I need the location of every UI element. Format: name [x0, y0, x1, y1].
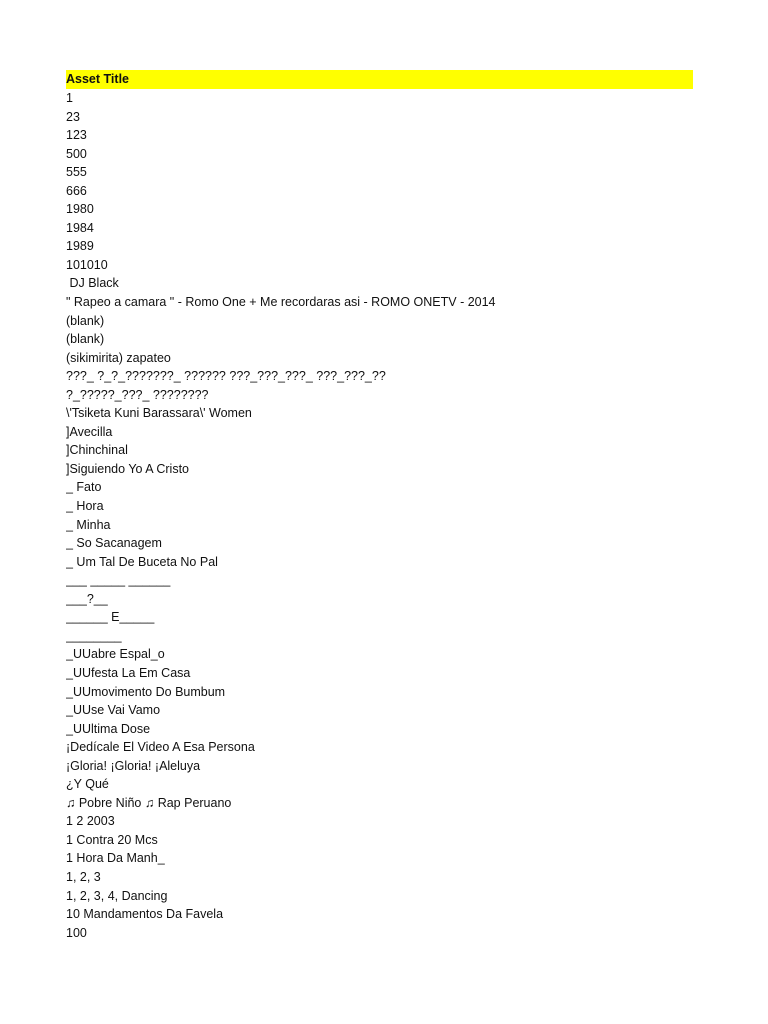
- table-row: ________: [66, 628, 122, 643]
- table-row: 555: [66, 165, 87, 180]
- table-row: 1 2 2003: [66, 814, 115, 829]
- table-row: _UUfesta La Em Casa: [66, 665, 191, 680]
- table-row: _ Minha: [66, 517, 111, 532]
- table-row: ¡Gloria! ¡Gloria! ¡Aleluya: [66, 758, 201, 773]
- table-row: _ Hora: [66, 499, 104, 514]
- table-row: 1, 2, 3, 4, Dancing: [66, 888, 168, 903]
- table-row: ???_ ?_?_???????_ ?????? ???_???_???_ ???_???_??: [66, 369, 386, 384]
- table-row: ♫ Pobre Niño ♫ Rap Peruano: [66, 795, 232, 810]
- table-row: 1, 2, 3: [66, 869, 101, 884]
- table-row: 123: [66, 128, 87, 143]
- table-row: 666: [66, 183, 87, 198]
- table-row: " Rapeo a camara " - Romo One + Me recordaras asi - ROMO ONETV - 2014: [66, 295, 496, 310]
- table-row: _ Fato: [66, 480, 102, 495]
- asset-title-list: [66, 89, 693, 942]
- table-row: (blank): [66, 332, 105, 347]
- table-row: \'Tsiketa Kuni Barassara\' Women: [66, 406, 252, 421]
- table-row: ]Avecilla: [66, 424, 113, 439]
- table-row: 100: [66, 925, 87, 940]
- table-row: 1984: [66, 220, 94, 235]
- table-row: ___?__: [66, 591, 108, 606]
- table-row: _UUltima Dose: [66, 721, 151, 736]
- table-row: (blank): [66, 313, 105, 328]
- table-row: ¿Y Qué: [66, 777, 109, 792]
- table-row: 101010: [66, 257, 108, 272]
- table-row: 1: [66, 91, 73, 105]
- spreadsheet-column: [66, 70, 693, 942]
- table-row: _UUmovimento Do Bumbum: [66, 684, 226, 699]
- table-row: ______ E_____: [66, 610, 155, 625]
- table-row: ]Siguiendo Yo A Cristo: [66, 461, 190, 476]
- table-row: DJ Black: [66, 276, 119, 291]
- table-row: _UUse Vai Vamo: [66, 703, 161, 718]
- table-row: ___ _____ ______: [66, 573, 171, 588]
- table-row: _ So Sacanagem: [66, 536, 162, 551]
- table-row: 1 Contra 20 Mcs: [66, 832, 158, 847]
- column-header-asset-title: Asset Title: [66, 70, 693, 89]
- table-row: _ Um Tal De Buceta No Pal: [66, 554, 218, 569]
- table-row: 23: [66, 109, 80, 124]
- table-row: 1 Hora Da Manh_: [66, 851, 165, 866]
- table-row: 1989: [66, 239, 94, 254]
- table-row: ¡Dedícale El Video A Esa Persona: [66, 740, 255, 755]
- table-row: 1980: [66, 202, 94, 217]
- table-row: (sikimirita) zapateo: [66, 350, 171, 365]
- table-row: 500: [66, 146, 87, 161]
- table-row: 10 Mandamentos Da Favela: [66, 907, 224, 922]
- table-row: ?_?????_???_ ????????: [66, 387, 209, 402]
- table-row: ]Chinchinal: [66, 443, 128, 458]
- table-row: _UUabre Espal_o: [66, 647, 165, 662]
